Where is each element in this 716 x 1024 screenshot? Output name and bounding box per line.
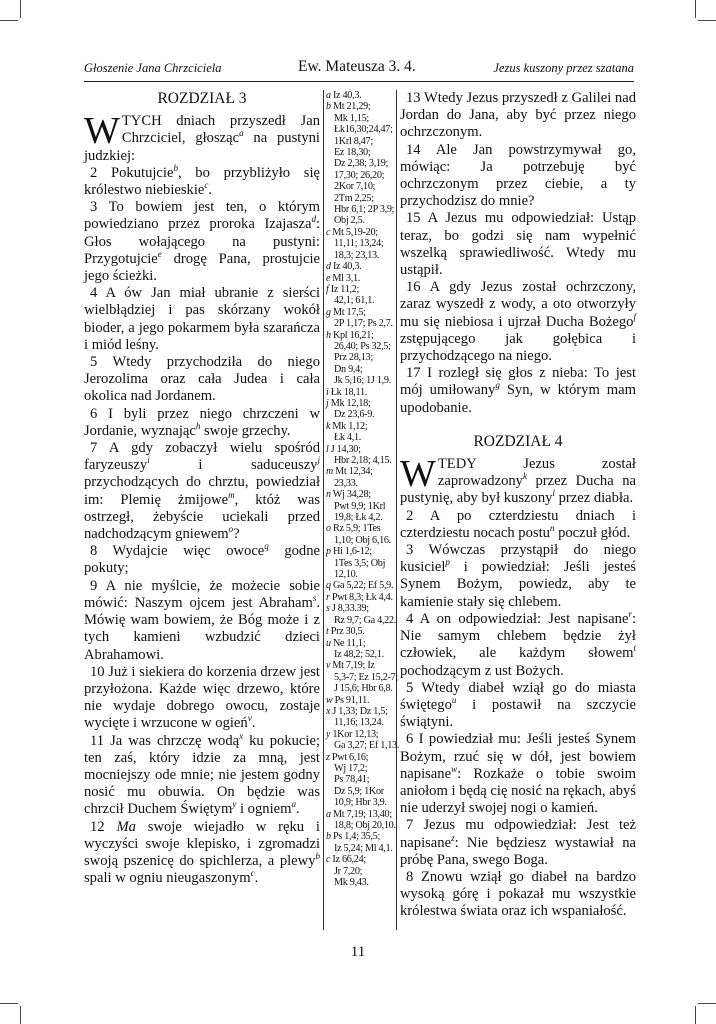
verse: 6 I powiedział mu: Jeśli jesteś Synem Bożym, rzuć się w dół, jest bowiem napisane$^w$: Rozkaże o tobie swoim aniołom i będą cię nosić na rękach, abyś nie uderzył swojej nogi o kamień. [400, 731, 636, 817]
chapter-heading: ROZDZIAŁ 4 [473, 432, 563, 450]
cross-reference-text: 11,16; 13,24. [334, 717, 384, 729]
cross-reference-line [326, 660, 394, 671]
cross-reference-text: 18,8; Obj 20,10. [334, 820, 396, 831]
cross-reference-line [326, 740, 400, 752]
right-text-column [400, 90, 636, 921]
cross-reference-text: 2Tm 2,25; [334, 192, 374, 204]
cross-reference-text: Łk 4,1. [334, 432, 362, 444]
cross-reference-line [326, 432, 394, 443]
cross-reference-line [326, 307, 394, 318]
cross-reference-letter: t [326, 626, 329, 638]
cross-reference-line [326, 170, 394, 181]
cross-reference-line [326, 877, 394, 888]
cross-reference-line [326, 786, 394, 797]
cross-reference-letter: w [326, 694, 333, 706]
cross-reference-line [326, 147, 394, 158]
cross-reference-letter: b [326, 831, 331, 843]
verse: 2 A po czterdziestu dniach i czterdziestu nocach postu$^n$ poczuł głód. [400, 507, 636, 541]
cross-reference-line [326, 546, 394, 557]
cross-reference-letter: g [326, 306, 331, 318]
cross-reference-line [326, 398, 394, 409]
cross-reference-line [326, 101, 394, 112]
cross-reference-line [326, 592, 394, 603]
cross-reference-text: 12,10. [334, 569, 358, 581]
cross-reference-text: 17,30; 26,20; [334, 169, 385, 181]
cross-reference-letter: f [326, 283, 329, 295]
cross-reference-letter: e [326, 272, 331, 284]
cross-reference-text: Rz 9,7; Ga 4,22. [334, 614, 396, 626]
cross-reference-line [326, 204, 394, 215]
cross-reference-line [326, 409, 394, 420]
verse: 5 Wtedy diabeł wziął go do miasta świętego$^u$ i postawił na szczycie świątyni. [400, 679, 636, 731]
cross-reference-text: Prz 28,13; [334, 352, 373, 364]
cross-reference-text: Dn 9,4; [334, 363, 363, 375]
cross-reference-letter: l [326, 443, 329, 455]
cross-reference-text: Pwt 6,16; [331, 751, 369, 763]
cross-reference-text: Pwt 8,3; Łk 4,4. [331, 591, 393, 603]
crop-mark [695, 0, 696, 18]
cross-reference-letter: n [326, 489, 331, 501]
cross-reference-text: 2P 1,17; Ps 2,7. [334, 318, 393, 330]
cross-reference-text: J 1,33; Dz 1,5; [332, 705, 388, 717]
cross-reference-text: Iz 66,24; [332, 854, 366, 866]
cross-reference-line [326, 250, 394, 261]
cross-reference-line [326, 364, 394, 375]
cross-reference-letter: y [326, 728, 331, 740]
verse: 8 Wydajcie więc owoce$^q$ godne pokuty; [84, 541, 320, 577]
cross-reference-line [326, 615, 394, 626]
left-text-column [84, 90, 320, 887]
cross-reference-text: J 8,33.39; [331, 603, 369, 615]
cross-reference-letter: a [326, 90, 331, 101]
header-right-title: Jezus kuszony przez szatana [493, 61, 634, 75]
verse: 3 Wówczas przystąpił do niego kusiciel$^p$ i powiedział: Jeśli jesteś Synem Bożym, powiedz, aby te kamienie stały się chlebem. [400, 542, 636, 610]
cross-reference-text: Mk 1,15; [334, 112, 369, 124]
crop-mark [698, 20, 716, 21]
cross-reference-line [326, 444, 394, 455]
cross-reference-text: Ml 3,1. [332, 272, 361, 284]
verse: 10 Już i siekiera do korzenia drzew jest przyłożona. Każde więc drzewo, które nie wydaje dobrego owocu, zostaje wycięte i wrzucone w ogień$^v$. [84, 663, 320, 732]
cross-reference-letter: i [326, 386, 329, 398]
cross-reference-letter: a [326, 808, 331, 820]
cross-reference-text: Hi 1,6-12; [332, 546, 372, 558]
header-left-title: Głoszenie Jana Chrzciciela [84, 61, 222, 75]
cross-reference-text: Iz 11,2; [330, 283, 360, 295]
cross-reference-text: Dz 2,38; 3,19; [334, 158, 389, 170]
cross-reference-text: Hbr 6,1; 2P 3,9; [334, 204, 395, 216]
cross-reference-letter: s [326, 603, 330, 615]
verse: 17 I rozległ się głos z nieba: To jest mój umiłowany$^g$ Syn, w którym mam upodobanie. [400, 365, 636, 416]
cross-reference-letter: m [326, 466, 333, 478]
cross-reference-text: Iz 40,3. [332, 90, 362, 101]
cross-reference-line [326, 797, 394, 808]
cross-reference-text: Iz 40,3. [332, 261, 362, 273]
verse: 11 Ja was chrzczę wodą$^x$ ku pokucie; ten zaś, który idzie za mną, jest mocniejszy ode mnie; nie jestem godny nosić mu obuwia. On będzie was chrzcił Duchem Świętym$^y$ i ogniem$^a$. [84, 730, 320, 818]
cross-reference-text: 2Kor 7,10; [334, 181, 376, 193]
cross-reference-line [326, 866, 394, 877]
cross-reference-text: Łk 18,11. [330, 386, 367, 398]
cross-reference-line [326, 649, 394, 660]
cross-reference-line [326, 569, 394, 580]
column-divider [396, 90, 397, 930]
verse: WTYCH dniach przyszedł Jan Chrzciciel, głosząc$^a$ na pustyni judzkiej: [84, 110, 320, 164]
cross-reference-text: Ez 18,30; [334, 147, 371, 159]
cross-reference-line [326, 603, 394, 614]
cross-reference-letter: k [326, 420, 331, 432]
cross-reference-text: 1Kor 12,13; [332, 728, 379, 740]
cross-reference-text: Ps 1,4; 35,5; [332, 831, 381, 843]
cross-reference-text: 5,3-7; Ez 15,2-7; [334, 671, 398, 683]
cross-reference-line [326, 717, 394, 728]
cross-reference-line [326, 466, 394, 477]
cross-reference-text: 1,10; Obj 6,16. [334, 534, 391, 546]
cross-reference-letter: x [326, 705, 331, 717]
cross-reference-line [326, 774, 394, 785]
cross-reference-text: 19,8; Łk 4,2. [334, 512, 383, 524]
verse: 6 I byli przez niego chrzczeni w Jordanie, wyznając$^h$ swoje grzechy. [84, 405, 320, 439]
cross-reference-text: Wj 17,2; [334, 762, 368, 774]
cross-reference-letter: b [326, 101, 331, 113]
verse: 13 Wtedy Jezus przyszedł z Galilei nad Jordan do Jana, aby być przez niego ochrzczonym. [400, 90, 636, 141]
cross-reference-line [326, 763, 394, 774]
cross-reference-letter: r [326, 591, 330, 603]
cross-reference-line [326, 238, 394, 249]
cross-reference-line [326, 90, 394, 101]
cross-reference-line [326, 580, 394, 591]
cross-reference-text: 18,3; 23,13. [334, 249, 380, 261]
cross-reference-line [326, 512, 394, 523]
header-book-chapter: Ew. Mateusza 3. 4. [298, 58, 416, 75]
crop-mark [695, 1006, 696, 1024]
cross-reference-letter: c [326, 226, 331, 238]
verse: WTEDY Jezus został zaprowadzony$^k$ przez Ducha na pustynię, aby był kuszony$^l$ przez diabła. [400, 453, 636, 507]
verse: 9 A nie myślcie, że możecie sobie mówić: Naszym ojcem jest Abraham$^s$. Mówię wam bowiem, że Bóg może i z tych kamieni wzbudzić dzieci Abrahamowi. [84, 577, 320, 663]
cross-reference-line [326, 330, 394, 341]
cross-reference-line [326, 671, 398, 683]
cross-reference-line [326, 523, 394, 534]
cross-reference-line [326, 284, 394, 295]
cross-reference-line [326, 215, 394, 226]
cross-reference-line [326, 261, 394, 272]
verse: 8 Znowu wziął go diabeł na bardzo wysoką górę i pokazał mu wszystkie królestwa świata oraz ich wspaniałość. [400, 868, 636, 920]
cross-reference-line [326, 729, 394, 740]
chapter-heading: ROZDZIAŁ 3 [157, 90, 247, 107]
cross-reference-line [326, 809, 394, 820]
running-header [84, 58, 634, 80]
cross-reference-line [326, 626, 394, 637]
cross-reference-line [326, 535, 394, 546]
cross-reference-text: Obj 2,5. [334, 215, 365, 227]
cross-reference-letter: v [326, 660, 331, 672]
cross-reference-text: Rz 5,9; 1Tes [332, 523, 381, 535]
cross-reference-line [326, 843, 394, 854]
verse: 4 A on odpowiedział: Jest napisane$^r$: Nie samym chlebem będzie żył człowiek, ale każdym słowem$^t$ pochodzącym z ust Bożych. [400, 609, 636, 679]
cross-reference-text: Mt 21,29; [332, 101, 371, 113]
cross-reference-letter: q [326, 580, 331, 592]
cross-reference-text: Łk16,30;24,47; [334, 124, 393, 136]
verse: 7 Jezus mu odpowiedział: Jest też napisane$^z$: Nie będziesz wystawiał na próbę Pana, swego Boga. [400, 817, 636, 868]
cross-reference-letter: p [326, 546, 331, 558]
cross-reference-line [326, 683, 394, 694]
cross-reference-line [326, 752, 394, 763]
cross-reference-line [326, 501, 394, 512]
cross-reference-text: Jr 7,20; [334, 865, 363, 877]
cross-reference-text: Iz 5,24; Ml 4,1. [334, 842, 393, 854]
crop-mark [0, 1003, 18, 1004]
footnote-marker: a [239, 128, 244, 139]
verse: 15 A Jezus mu odpowiedział: Ustąp teraz, bo godzi się nam wypełnić wszelką sprawiedliwość. Wtedy mu ustąpił. [400, 210, 636, 279]
cross-reference-line [326, 113, 394, 124]
cross-reference-line [326, 273, 394, 284]
cross-reference-text: Hbr 2,18; 4,15. [334, 455, 392, 466]
cross-reference-line [326, 124, 394, 135]
cross-reference-line [326, 318, 394, 329]
cross-reference-text: Ga 5,22; Ef 5,9. [332, 580, 394, 592]
cross-reference-line [326, 136, 394, 147]
cross-reference-text: 26,40; Ps 32,5; [334, 340, 391, 352]
cross-reference-text: Mk 9,43. [334, 877, 369, 889]
crop-mark [20, 1006, 21, 1024]
cross-reference-text: Iz 48,2; 52,1. [334, 648, 384, 660]
cross-reference-text: Mt 7,19; 13,40; [332, 808, 392, 820]
header-rule [84, 81, 634, 82]
drop-cap: W [84, 110, 120, 153]
cross-reference-text: Mk 1,12; [332, 420, 368, 432]
drop-cap: W [400, 453, 436, 496]
cross-reference-letter: h [326, 329, 331, 341]
column-divider [323, 90, 324, 930]
cross-reference-line [326, 455, 394, 466]
cross-reference-text: Dz 23,6-9. [334, 409, 375, 421]
cross-reference-line [326, 831, 394, 842]
cross-reference-text: Mt 5,19-20; [332, 226, 378, 238]
cross-reference-letter: u [326, 637, 331, 649]
cross-reference-line [326, 638, 394, 649]
cross-reference-text: 1Tes 3,5; Obj [334, 557, 386, 569]
cross-reference-text: Wj 34,28; [332, 489, 371, 501]
page-number: 11 [350, 944, 366, 960]
cross-reference-line [326, 489, 394, 500]
cross-reference-text: J 14,30; [330, 443, 361, 455]
cross-reference-letter: z [326, 751, 330, 763]
cross-reference-text: 1Krl 8,47; [334, 135, 373, 147]
cross-reference-line [326, 158, 394, 169]
cross-reference-text: 11,11; 13,24; [334, 238, 384, 250]
crop-mark [0, 20, 18, 21]
cross-reference-letter: j [326, 397, 329, 409]
verse: 14 Ale Jan powstrzymywał go, mówiąc: Ja potrzebuję być ochrzczonym przez ciebie, a ty przychodzisz do mnie? [400, 141, 636, 210]
cross-reference-line [326, 695, 394, 706]
cross-reference-line [326, 558, 394, 569]
cross-reference-line [326, 227, 394, 238]
cross-reference-text: Mk 12,18; [330, 397, 371, 409]
cross-reference-line [326, 341, 394, 352]
cross-reference-text: Mt 12,34; [335, 466, 373, 478]
cross-reference-letter: c [326, 854, 331, 866]
cross-reference-text: Ga 3,27; Ef 1,13. [334, 740, 400, 752]
cross-reference-text: Pwt 9,9; 1Krl [334, 500, 386, 512]
cross-reference-line [326, 421, 394, 432]
cross-reference-line [326, 820, 394, 831]
verse: 5 Wtedy przychodziła do niego Jerozolima oraz cała Judea i cała okolica nad Jordanem. [84, 354, 320, 405]
crop-mark [20, 0, 21, 18]
cross-reference-text: Mt 17,5; [332, 306, 366, 318]
cross-reference-letter: o [326, 523, 331, 535]
cross-reference-line [326, 295, 394, 306]
cross-reference-text: Ps 78,41; [334, 774, 370, 786]
cross-reference-line [326, 478, 394, 489]
cross-reference-text: Ps 91,11. [334, 694, 370, 706]
cross-reference-text: Mt 7,19; Iz [332, 660, 375, 672]
cross-reference-letter: d [326, 261, 331, 273]
cross-reference-text: Ne 11,1; [332, 637, 366, 649]
verse: 16 A gdy Jezus został ochrzczony, zaraz wyszedł z wody, a oto otworzyły mu się niebiosa i ujrzał Ducha Bożego$^f$ zstępującego jak gołębica i przychodzącego na niego. [400, 279, 636, 365]
cross-reference-line [326, 387, 394, 398]
cross-reference-text: J 15,6; Hbr 6,8. [334, 683, 393, 695]
cross-reference-line [326, 854, 394, 865]
cross-reference-text: Kpl 16,21; [332, 329, 374, 341]
cross-reference-text: 42,1; 61,1. [334, 295, 375, 307]
cross-reference-column [326, 90, 400, 889]
cross-reference-line [326, 193, 394, 204]
cross-reference-line [326, 181, 394, 192]
verse: 7 A gdy zobaczył wielu spośród faryzeuszy$^i$ i saduceuszy$^j$ przychodzących do chrztu, powiedział im: Plemię żmijowe$^m$, któż was ostrzegł, żebyście uciekali przed nadchodzącym gniewem$^o$? [84, 440, 320, 543]
verse: 3 To bowiem jest ten, o którym powiedziano przez proroka Izajasza$^d$: Głos wołającego na pustyni: Przygotujcie$^e$ drogę Pana, prostujcie jego ścieżki. [84, 199, 320, 285]
cross-reference-text: Dz 5,9; 1Kor [334, 785, 384, 797]
cross-reference-text: 23,33. [334, 477, 358, 489]
cross-reference-text: Jk 5,16; 1J 1,9. [334, 375, 391, 387]
cross-reference-line [326, 375, 394, 386]
cross-reference-text: Prz 30,5. [330, 626, 365, 638]
verse: 2 Pokutujcie$^b$, bo przybliżyło się królestwo niebieskie$^c$. [84, 162, 320, 199]
cross-reference-line [326, 706, 394, 717]
verse: 12 Ma swoje wiejadło w ręku i wyczyści swoje klepisko, i zgromadzi swoją pszenicę do spichlerza, a plewy$^b$ spali w ogniu nieugaszonym$^c$. [84, 818, 320, 887]
cross-reference-text: 10,9; Hbr 3,9. [334, 797, 387, 809]
crop-mark [698, 1003, 716, 1004]
cross-reference-line [326, 352, 394, 363]
verse: 4 A ów Jan miał ubranie z sierści wielbłądziej i pas skórzany wokół bioder, a jego pokarmem była szarańcza i miód leśny. [84, 285, 320, 353]
